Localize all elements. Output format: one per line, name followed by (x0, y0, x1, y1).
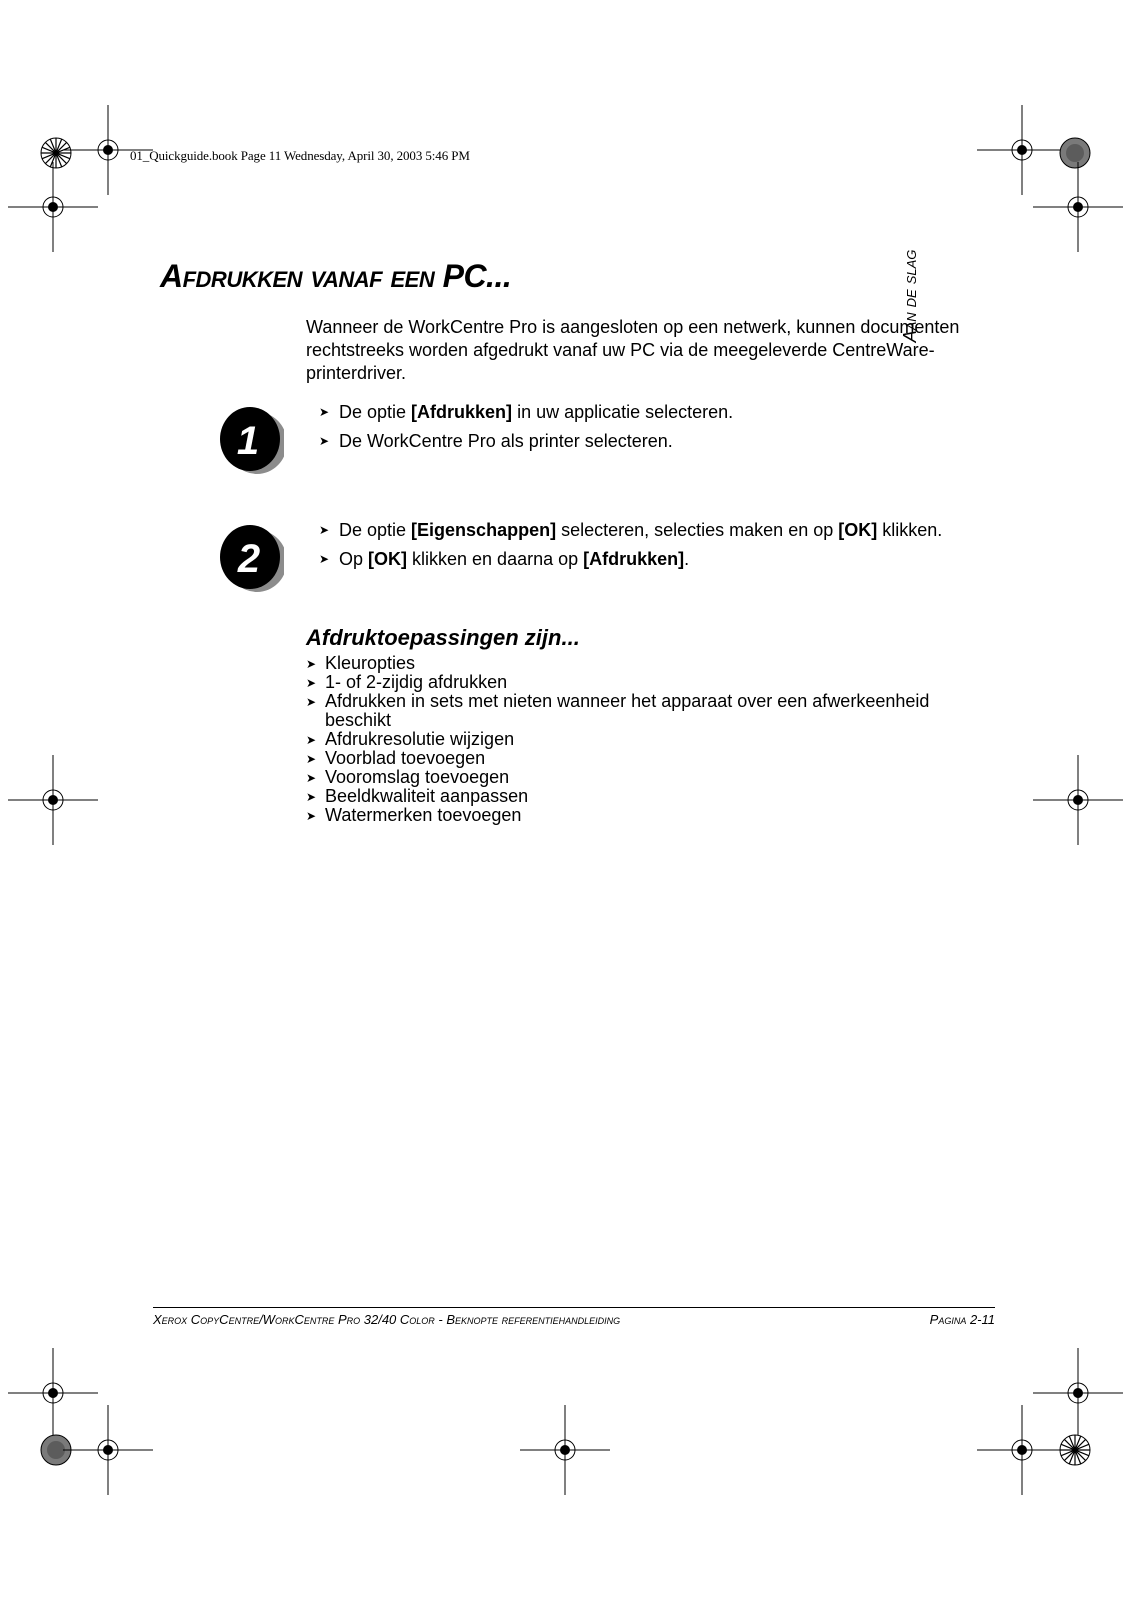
list-item (306, 692, 996, 730)
list-item (319, 519, 1009, 548)
text: . (684, 549, 690, 569)
text: De WorkCentre Pro als printer selecteren. (339, 431, 673, 451)
text: De optie (339, 520, 412, 540)
page-number: Pagina 2-11 (929, 1312, 995, 1327)
bold-text: [Afdrukken] (411, 402, 513, 422)
feature-text: 1- of 2-zijdig afdrukken (325, 672, 508, 692)
list-item (306, 787, 996, 806)
list-item (319, 548, 1009, 577)
text: in uw applicatie selecteren. (512, 402, 734, 422)
text: klikken. (877, 520, 943, 540)
text: Op (339, 549, 369, 569)
feature-text: Kleuropties (325, 653, 416, 673)
list-item (319, 430, 1009, 459)
feature-text: Beeldkwaliteit aanpassen (325, 786, 529, 806)
text: klikken en daarna op (407, 549, 584, 569)
text: selecteren, selecties maken en op (556, 520, 839, 540)
bold-text: [Eigenschappen] (411, 520, 557, 540)
feature-text: Afdrukken in sets met nieten wanneer het apparaat over een afwerkeenheid beschikt (325, 691, 930, 730)
list-item (306, 673, 996, 692)
features-list (306, 654, 996, 825)
feature-text: Watermerken toevoegen (325, 805, 522, 825)
step-1-list (319, 401, 1009, 459)
list-item (306, 806, 996, 825)
side-tab: Aan de slag (900, 249, 920, 343)
feature-text: Vooromslag toevoegen (325, 767, 510, 787)
slug-line: 01_Quickguide.book Page 11 Wednesday, April 30, 2003 5:46 PM (130, 148, 470, 163)
step-2-list (319, 519, 1009, 577)
arrow-bullet-icon: ➤ (306, 695, 317, 709)
arrow-bullet-icon: ➤ (319, 434, 330, 448)
arrow-bullet-icon: ➤ (306, 809, 317, 823)
footer-rule (153, 1307, 995, 1308)
text: De optie (339, 402, 412, 422)
arrow-bullet-icon: ➤ (319, 405, 330, 419)
list-item (306, 654, 996, 673)
arrow-bullet-icon: ➤ (306, 657, 317, 671)
footer-title: Xerox CopyCentre/WorkCentre Pro 32/40 Color - Beknopte referentiehandleiding (153, 1312, 621, 1327)
list-item (319, 401, 1009, 430)
arrow-bullet-icon: ➤ (306, 733, 317, 747)
list-item (306, 749, 996, 768)
intro-paragraph: Wanneer de WorkCentre Pro is aangesloten op een netwerk, kunnen documenten rechtstreeks worden afgedrukt vanaf uw PC via de meegeleverde CentreWare-printerdriver. (306, 317, 960, 383)
arrow-bullet-icon: ➤ (319, 552, 330, 566)
arrow-bullet-icon: ➤ (306, 676, 317, 690)
bold-text: [OK] (838, 520, 878, 540)
page-title: Afdrukken vanaf een PC... (160, 258, 512, 294)
bold-text: [OK] (368, 549, 408, 569)
feature-text: Voorblad toevoegen (325, 748, 486, 768)
arrow-bullet-icon: ➤ (306, 790, 317, 804)
bold-text: [Afdrukken] (583, 549, 685, 569)
feature-text: Afdrukresolutie wijzigen (325, 729, 515, 749)
list-item (306, 730, 996, 749)
list-item (306, 768, 996, 787)
arrow-bullet-icon: ➤ (306, 771, 317, 785)
features-heading: Afdruktoepassingen zijn... (306, 625, 580, 650)
arrow-bullet-icon: ➤ (306, 752, 317, 766)
step-2-badge (218, 522, 284, 594)
arrow-bullet-icon: ➤ (319, 523, 330, 537)
step-1-badge (218, 404, 284, 476)
step-2-number: 2 (237, 537, 261, 581)
step-1-number: 1 (236, 419, 260, 463)
